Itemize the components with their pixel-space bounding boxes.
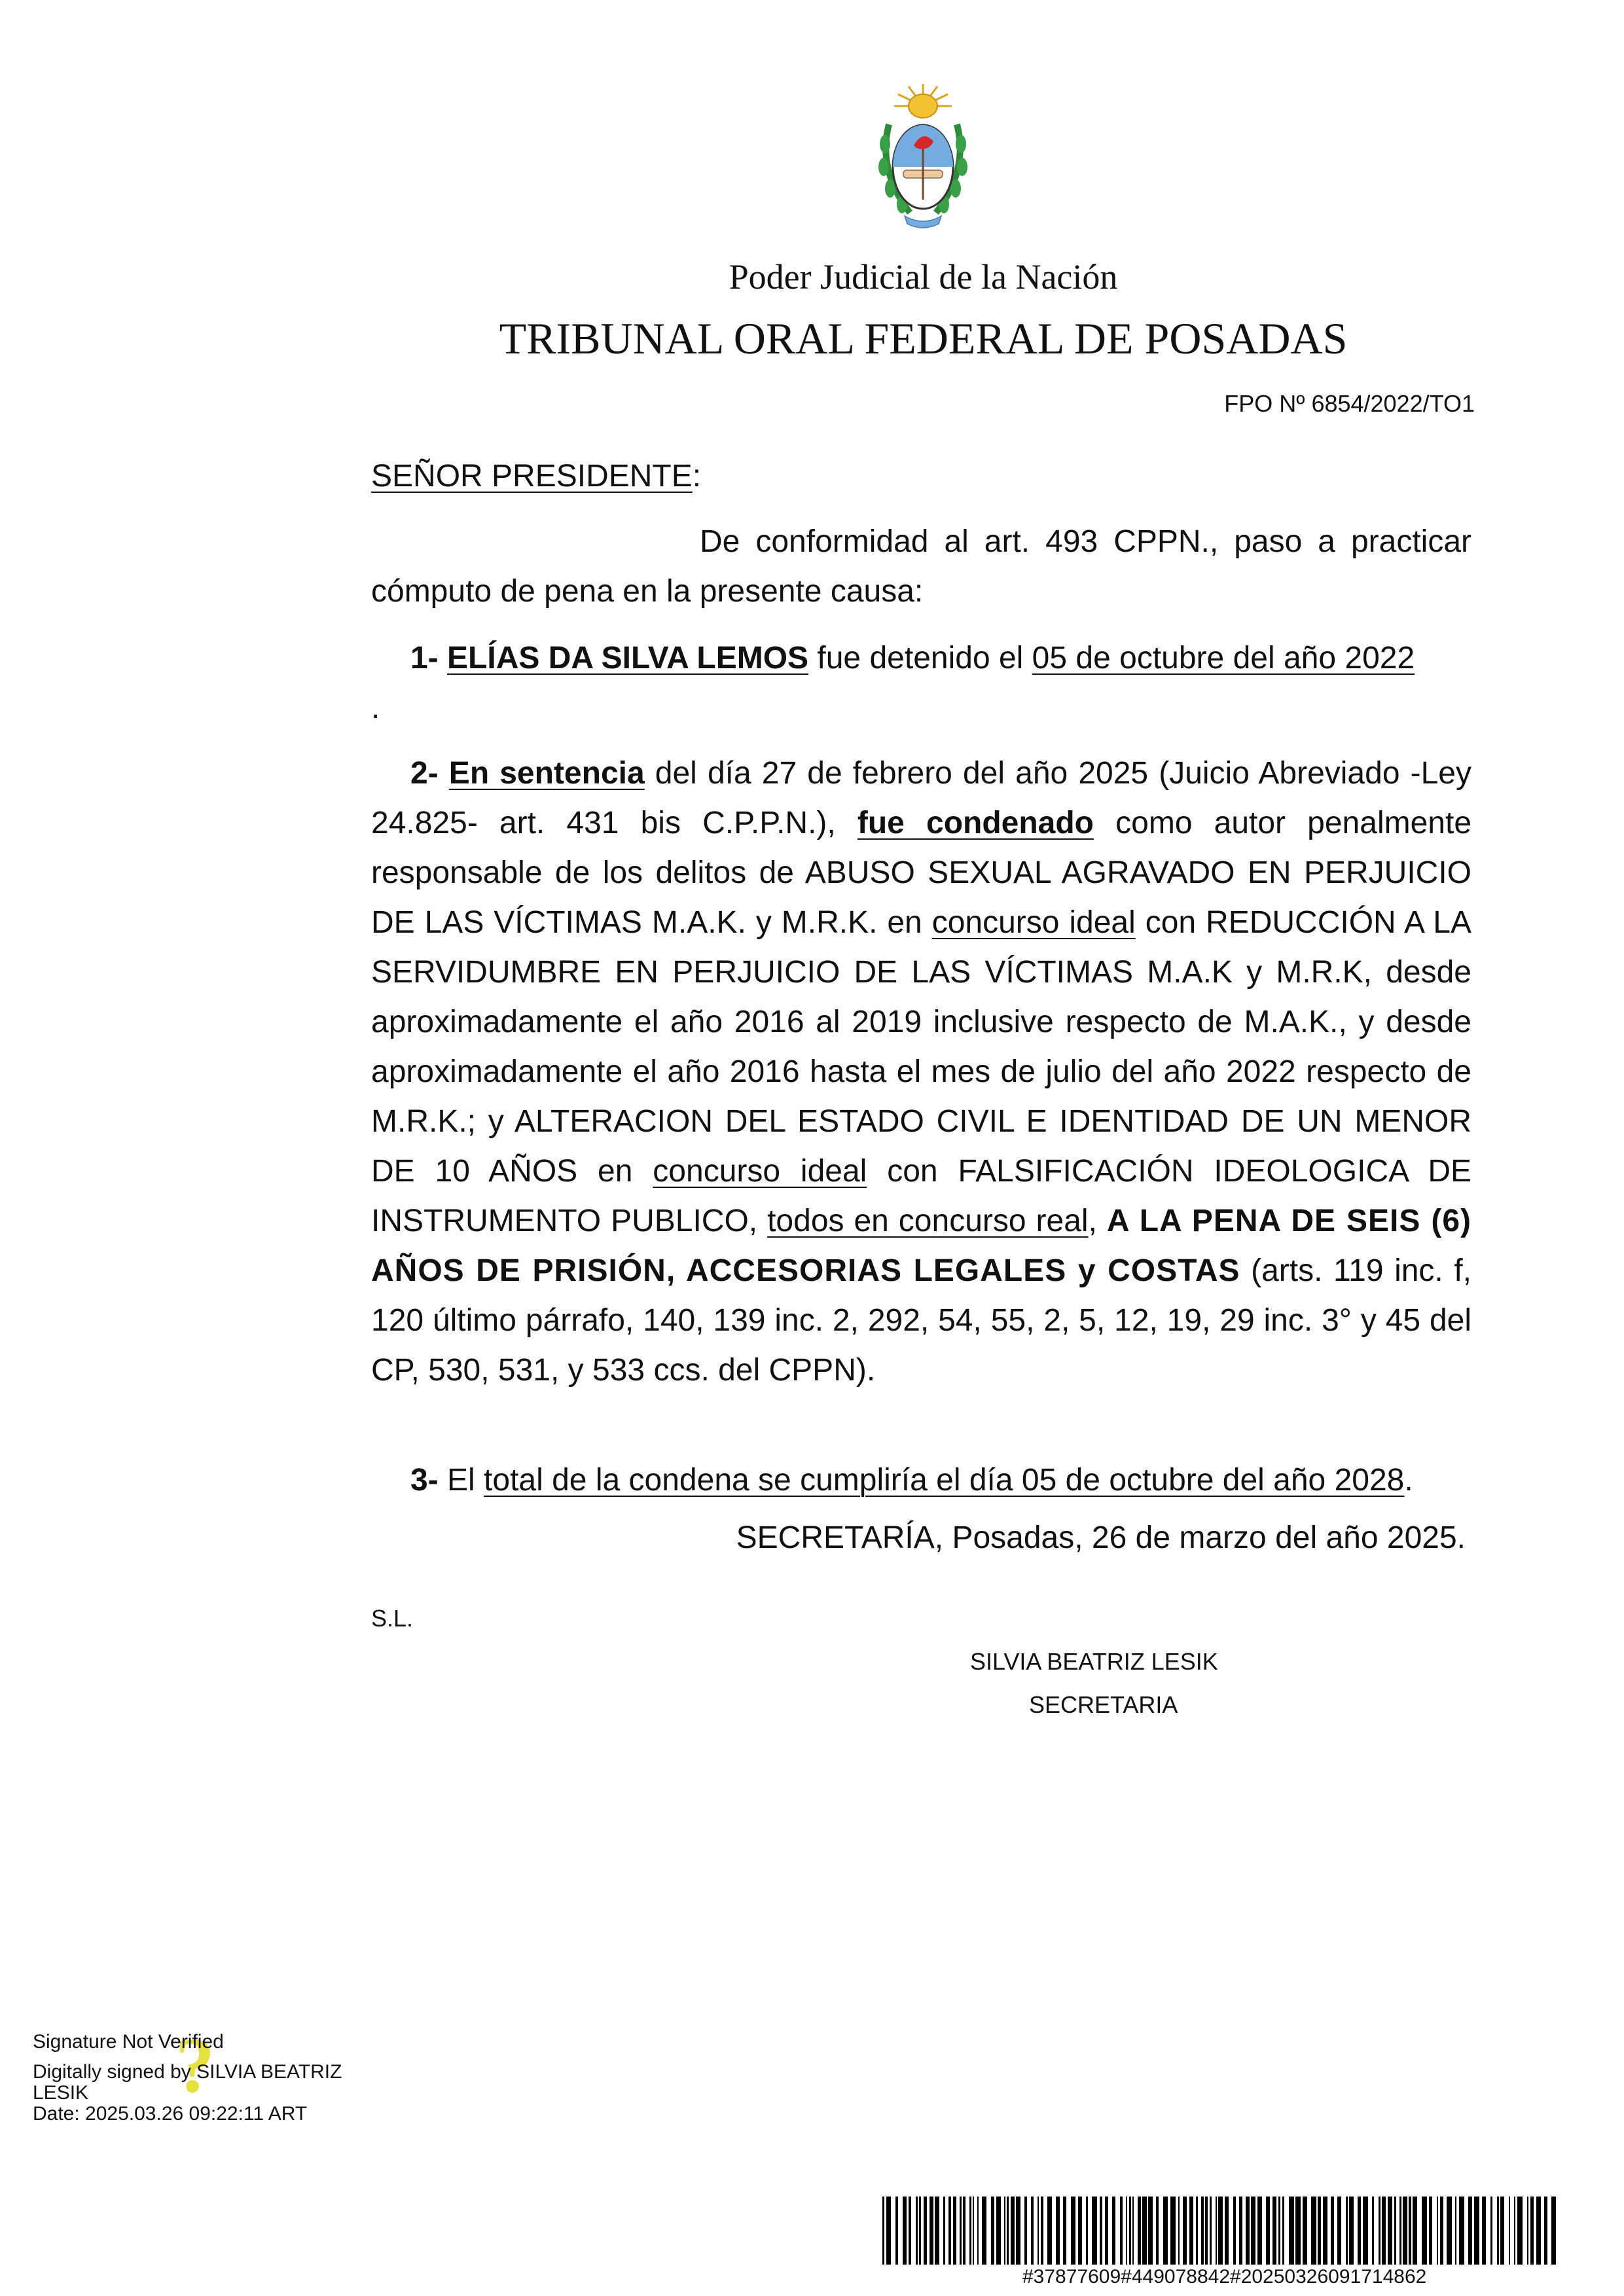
paragraph-2: 2- En sentencia del día 27 de febrero del año 2025 (Juicio Abreviado -Ley 24.825- art. 431 bis C.P.P.N.), fue condenado como autor penalmente responsable de los delitos de ABUSO SEXUAL AGRAVADO EN PERJUICIO DE LAS VÍCTIMAS M.A.K. y M.R.K. en concurso ideal con REDUCCIÓN A LA SERVIDUMBRE EN PERJUICIO DE LAS VÍCTIMAS M.A.K y M.R.K, desde aproximadamente el año 2016 al 2019 inclusive respecto de M.A.K., y desde aproximadamente el año 2016 hasta el mes de julio del año 2022 respecto de M.R.K.; y ALTERACION DEL ESTADO CIVIL E IDENTIDAD DE UN MENOR DE 10 AÑOS en concurso ideal con FALSIFICACIÓN IDEOLOGICA DE INSTRUMENTO PUBLICO, todos en concurso real, A LA PENA DE SEIS (6) AÑOS DE PRISIÓN, ACCESORIAS LEGALES y COSTAS (arts. 119 inc. f, 120 último párrafo, 140, 139 inc. 2, 292, 54, 55, 2, 5, 12, 19, 29 inc. 3° y 45 del CP, 530, 531, y 533 ccs. del CPPN).	[371, 756, 1472, 1388]
sentence-penalty: A LA PENA DE SEIS (6) AÑOS DE PRISIÓN, ACCESORIAS LEGALES y COSTAS	[371, 1204, 1472, 1288]
defendant-name: ELÍAS DA SILVA LEMOS	[447, 641, 809, 675]
signed-by: Digitally signed by SILVIA BEATRIZ	[33, 2061, 342, 2083]
signer-name: SILVIA BEATRIZ LESIK	[970, 1648, 1218, 1675]
initials: S.L.	[371, 1605, 414, 1632]
institution-name: Poder Judicial de la Nación	[729, 257, 1118, 296]
closing-line: SECRETARÍA, Posadas, 26 de marzo del año 2025.	[736, 1520, 1466, 1555]
court-name: TRIBUNAL ORAL FEDERAL DE POSADAS	[499, 314, 1348, 363]
paragraph-1: 1- ELÍAS DA SILVA LEMOS fue detenido el 05 de octubre del año 2022 .	[371, 641, 1415, 725]
detention-date: 05 de octubre del año 2022	[1032, 641, 1415, 675]
signer-role: SECRETARIA	[1029, 1691, 1178, 1718]
question-mark-icon: ?	[175, 2022, 215, 2109]
paragraph-3: 3- El total de la condena se cumpliría el día 05 de octubre del año 2028.	[410, 1463, 1413, 1498]
sentence-end-date: total de la condena se cumpliría el día 05 de octubre del año 2028	[484, 1463, 1405, 1498]
signature-date: Date: 2025.03.26 09:22:11 ART	[33, 2103, 308, 2125]
digital-signature-block	[33, 2032, 342, 2125]
barcode-icon	[882, 2197, 1557, 2265]
file-number: FPO Nº 6854/2022/TO1	[1224, 390, 1475, 417]
signed-by-continued: LESIK	[33, 2082, 89, 2104]
salutation: SEÑOR PRESIDENTE:	[371, 459, 702, 493]
argentine-coat-of-arms-icon	[871, 79, 975, 236]
barcode-text: #37877609#449078842#20250326091714862	[1022, 2266, 1427, 2287]
signature-status: Signature Not Verified	[33, 2031, 224, 2053]
intro-paragraph: De conformidad al art. 493 CPPN., paso a practicar cómputo de pena en la presente causa:	[371, 524, 1471, 609]
